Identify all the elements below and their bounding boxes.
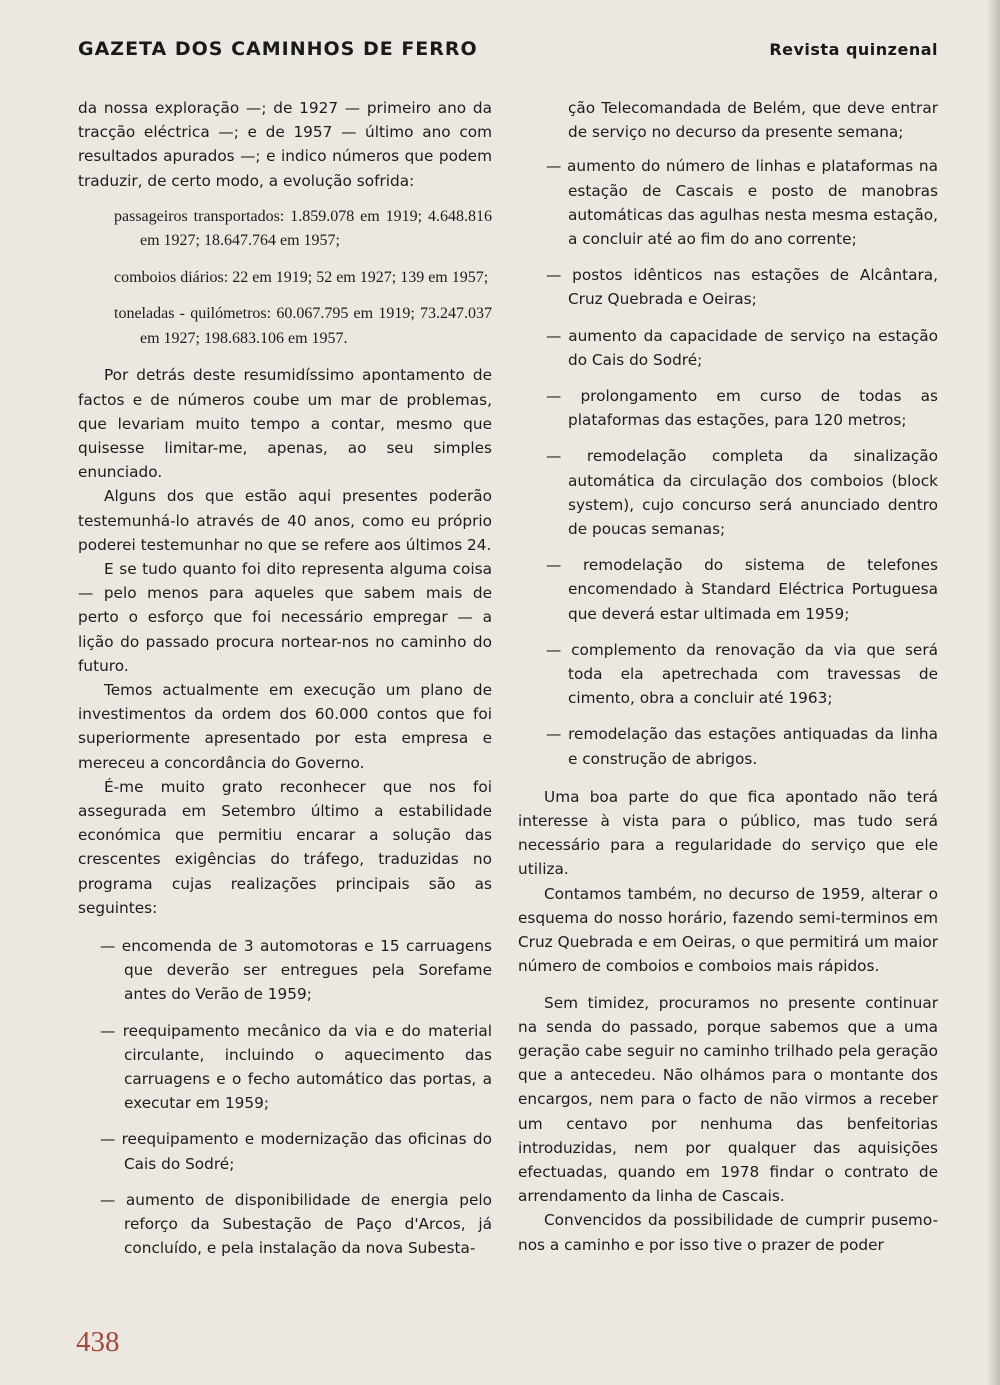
list-item-continuation: ção Telecomandada de Belém, que deve entrar de serviço no decurso da presente semana; — [568, 99, 938, 142]
list-item: — reequipamento mecânico da via e do material circulante, incluindo o aquecimento das carruagens e o fecho automático das portas, a executar em 1959; — [100, 1021, 492, 1113]
paragraph: Temos actualmente em execução um plano de investimentos da ordem dos 60.000 contos que foi superiormente apresentado por esta empresa e mereceu a concordância do Governo. — [78, 680, 492, 772]
paragraph: É-me muito grato reconhecer que nos foi assegurada em Setembro último a estabilidade económica que permitiu encarar a solução das crescentes exigências do tráfego, traduzidas no programa cujas realizações principais são as seguintes: — [78, 777, 492, 917]
paragraph: Sem timidez, procuramos no presente continuar na senda do passado, porque sabemos que a uma geração cabe seguir no caminho trilhado pela geração que a antecedeu. Não olhámos para o montante dos encargos, nem para o facto de não virmos a receber um centavo por nenhuma das benfeitorias introduzidas, nem por qualquer das aquisições efectuadas, quando em 1978 findar o contrato de arrendamento da linha de Cascais. — [518, 993, 938, 1206]
stat-daily-trains: comboios diários: 22 em 1919; 52 em 1927; 139 em 1957; — [114, 268, 489, 286]
paragraph: Por detrás deste resumidíssimo apontamento de factos e de números coube um mar de problemas, que levariam muito tempo a contar, mesmo que quisesse limitar-me, apenas, ao seu simples enunciado. — [78, 366, 492, 482]
list-item: — aumento da capacidade de serviço na estação do Cais do Sodré; — [546, 326, 938, 369]
page-edge-shadow — [986, 0, 1000, 1385]
list-item: — reequipamento e modernização das oficinas do Cais do Sodré; — [100, 1130, 492, 1173]
page-number: 438 — [76, 1326, 120, 1358]
intro-paragraph: da nossa exploração —; de 1927 — primeiro ano da tracção eléctrica —; e de 1957 — último ano com resultados apurados —; e indico números que podem traduzir, de certo modo, a evolução sofrida: — [78, 99, 492, 190]
journal-subtitle: Revista quinzenal — [769, 40, 938, 59]
list-item: — postos idênticos nas estações de Alcântara, Cruz Quebrada e Oeiras; — [546, 266, 938, 309]
paragraph: Convencidos da possibilidade de cumprir pusemo-nos a caminho e por isso tive o prazer de poder — [518, 1211, 938, 1254]
list-item: — complemento da renovação da via que será toda ela apetrechada com travessas de cimento, obra a concluir até 1963; — [546, 640, 938, 708]
list-item: — remodelação do sistema de telefones encomendado à Standard Eléctrica Portuguesa que deverá estar ultimada em 1959; — [546, 556, 938, 623]
list-item: — remodelação completa da sinalização automática da circulação dos comboios (block system), cujo concurso será anunciado dentro de poucas semanas; — [546, 447, 938, 539]
list-item: — aumento de disponibilidade de energia pelo reforço da Subestação de Paço d'Arcos, já concluído, e pela instalação da nova Subesta- — [100, 1190, 492, 1258]
paragraph: Alguns dos que estão aqui presentes poderão testemunhá-lo através de 40 anos, como eu próprio poderei testemunhar no que se refere aos últimos 24. — [78, 487, 492, 554]
left-column — [78, 96, 492, 1274]
investment-list-left — [78, 934, 492, 1260]
investment-list-right — [518, 154, 938, 770]
paragraph: Uma boa parte do que fica apontado não terá interesse à vista para o público, mas tudo será necessário para a regularidade do serviço que ele utiliza. — [518, 787, 938, 879]
list-item: — remodelação das estações antiquadas da linha e construção de abrigos. — [546, 725, 938, 768]
stat-tonne-km: toneladas - quilómetros: 60.067.795 em 1919; 73.247.037 em 1927; 198.683.106 em 1957. — [114, 305, 492, 347]
paragraph: Contamos também, no decurso de 1959, alterar o esquema do nosso horário, fazendo semi-terminos em Cruz Quebrada e em Oeiras, o que permitirá um maior número de comboios e comboios mais rápidos. — [518, 884, 938, 976]
list-item: — encomenda de 3 automotoras e 15 carruagens que deverão ser entregues pela Sorefame antes do Verão de 1959; — [100, 936, 492, 1004]
journal-title: GAZETA DOS CAMINHOS DE FERRO — [78, 38, 478, 60]
list-item: — aumento do número de linhas e plataformas na estação de Cascais e posto de manobras automáticas das agulhas nesta mesma estação, a concluir até ao fim do ano corrente; — [546, 157, 938, 249]
right-column — [518, 96, 938, 1257]
statistics-list — [78, 205, 492, 352]
list-item: — prolongamento em curso de todas as plataformas das estações, para 120 metros; — [546, 387, 938, 430]
stat-passengers: passageiros transportados: 1.859.078 em 1919; 4.648.816 em 1927; 18.647.764 em 1957; — [114, 207, 492, 250]
paragraph: E se tudo quanto foi dito representa alguma coisa — pelo menos para aqueles que sabem mais de perto o esforço que foi necessário empregar — a lição do passado procura nortear-nos no caminho do futuro. — [78, 559, 492, 675]
